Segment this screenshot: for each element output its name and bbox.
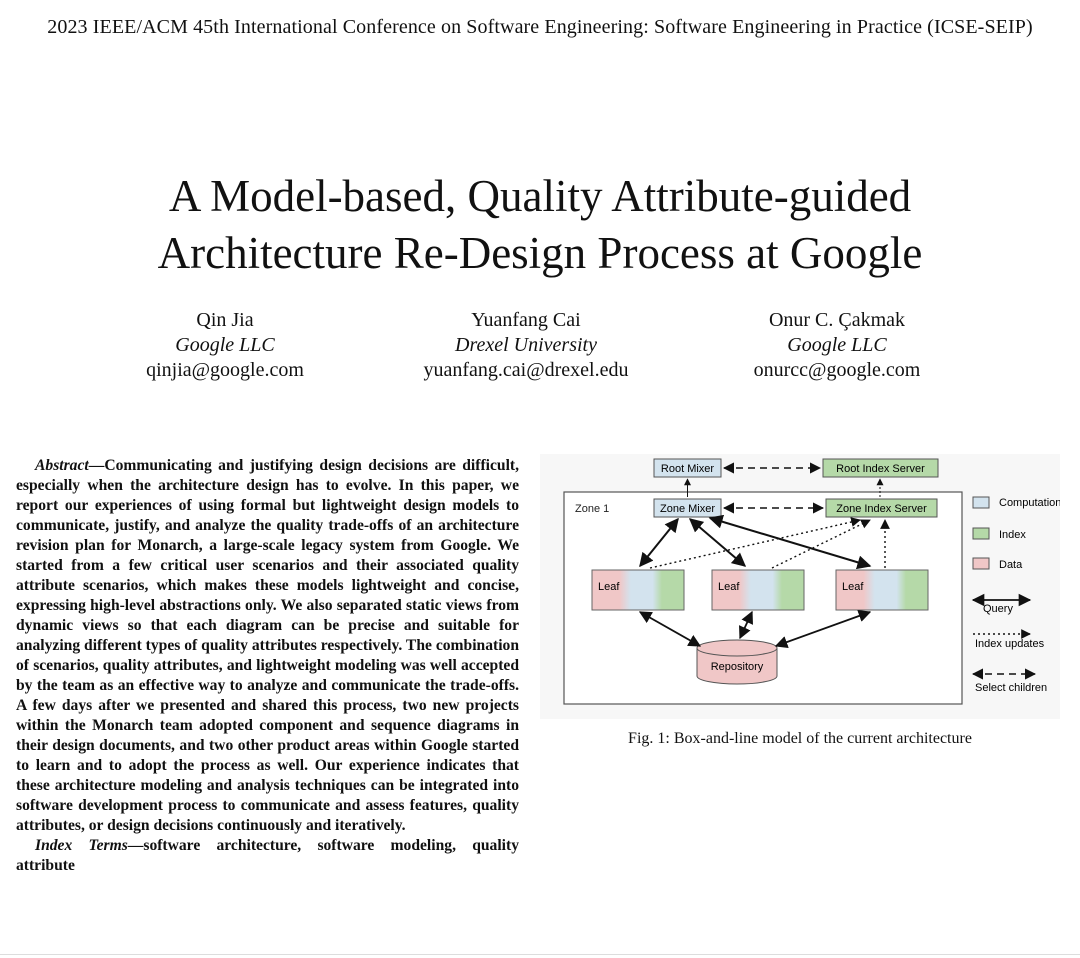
legend-data-swatch — [973, 558, 989, 569]
architecture-figure — [540, 454, 1060, 719]
legend-index: Index — [999, 529, 1026, 541]
abstract — [16, 456, 519, 876]
author-email: qinjia@google.com — [146, 359, 304, 381]
leaf-label: Leaf — [598, 581, 620, 593]
paper-title-line-1: A Model-based, Quality Attribute-guided — [168, 171, 912, 221]
leaf-label: Leaf — [718, 581, 740, 593]
conference-header: 2023 IEEE/ACM 45th International Conference on Software Engineering: Software Engineering in Practice (ICSE-SEIP) — [47, 16, 1033, 38]
legend-select-children: Select children — [975, 682, 1048, 694]
author-affiliation: Google LLC — [175, 334, 275, 356]
author-name: Yuanfang Cai — [471, 309, 581, 331]
author-email: yuanfang.cai@drexel.edu — [423, 359, 629, 381]
paper-title-line-2: Architecture Re-Design Process at Google — [157, 228, 923, 278]
index-terms-label: Index Terms — [35, 837, 128, 854]
legend-computation: Computation — [999, 497, 1060, 509]
root-mixer-label: Root Mixer — [660, 463, 715, 475]
index-terms — [16, 836, 519, 876]
legend-index-swatch — [973, 528, 989, 539]
root-index-server-label: Root Index Server — [836, 463, 925, 475]
zone-label: Zone 1 — [575, 503, 610, 515]
author-name: Qin Jia — [196, 309, 254, 331]
legend-query: Query — [983, 603, 1013, 615]
paper-title — [0, 168, 1080, 282]
author-email: onurcc@google.com — [753, 359, 921, 381]
page-bottom-rule — [0, 954, 1080, 955]
zone-mixer-label: Zone Mixer — [659, 503, 716, 515]
legend-data: Data — [999, 559, 1023, 571]
zone-index-server-label: Zone Index Server — [836, 503, 927, 515]
author-block — [667, 308, 1007, 383]
leaf-label: Leaf — [842, 581, 864, 593]
author-block — [356, 308, 696, 383]
repository-label: Repository — [710, 661, 764, 673]
author-affiliation: Drexel University — [455, 334, 597, 356]
author-block — [55, 308, 395, 383]
abstract-label: Abstract — [35, 457, 89, 474]
legend-computation-swatch — [973, 497, 989, 508]
author-name: Onur C. Çakmak — [768, 309, 906, 331]
architecture-diagram — [540, 454, 1060, 719]
figure-caption: Fig. 1: Box-and-line model of the current architecture — [628, 730, 972, 747]
index-terms-text: —software architecture, software modeling, quality attribute — [16, 837, 520, 874]
abstract-text: —Communicating and justifying design decisions are difficult, especially when the architecture design has to evolve. In this paper, we report our experiences of using formal but lightweight design models to communicate, justify, and analyze the quality trade-offs of an architecture revision plan for Monarch, a large-scale legacy system from Google. We started from a few critical user scenarios and their associated quality attribute scenarios, which makes these models lightweight and concise, expressing high-level abstractions only. We also separated static views from dynamic views so that each diagram can be precise and suitable for analyzing different types of quality attributes respectively. The combination of scenarios, quality attributes, and lightweight modeling was well accepted by the team as an effective way to analyze and communicate the trade-offs. A few days after we presented and shared this process, two new projects within the Monarch team adopted component and sequence diagrams in their design documents, and two other product areas within Google started to learn and to adopt the process as well. Our experience indicates that these architecture modeling and analysis techniques can be integrated into software development process to communicate and assess features, quality attributes, or design decisions continuously and iteratively. — [16, 457, 519, 834]
legend-index-updates: Index updates — [975, 638, 1045, 650]
abstract-paragraph — [16, 456, 519, 836]
author-affiliation: Google LLC — [787, 334, 887, 356]
